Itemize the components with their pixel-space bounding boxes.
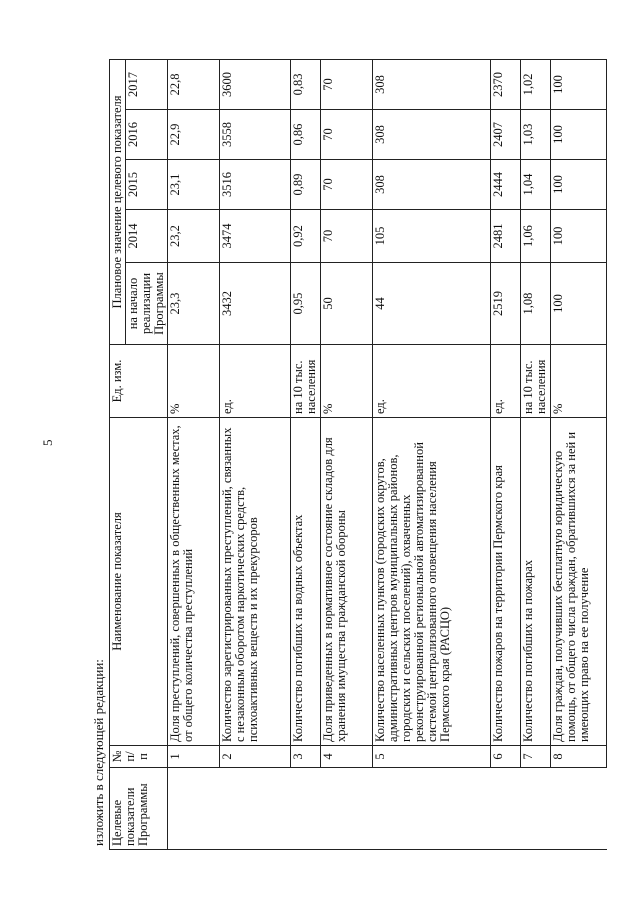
start-value: 44 (373, 263, 491, 345)
start-value: 0,95 (291, 263, 321, 345)
start-value: 2519 (491, 263, 521, 345)
side-cell (521, 768, 551, 850)
row-number: 3 (291, 746, 321, 768)
indicator-name: Доля преступлений, совершенных в общественных местах, от общего количества преступлений (168, 418, 220, 746)
year-value: 1,06 (521, 210, 551, 263)
start-value: 100 (551, 263, 607, 345)
year-value: 2444 (491, 160, 521, 210)
year-value: 100 (551, 210, 607, 263)
page-number: 5 (40, 439, 55, 446)
indicator-name: Количество зарегистрированных преступлений, связанных с незаконным оборотом наркотических средств, психоактивных веществ и их прекурсоров (220, 418, 291, 746)
header-year: 2014 (126, 210, 168, 263)
year-value: 100 (551, 59, 607, 109)
unit-cell: на 10 тыс. населения (521, 345, 551, 418)
intro-text: изложить в следующей редакции: (91, 659, 106, 846)
start-value: 1,08 (521, 263, 551, 345)
side-cell (168, 768, 220, 850)
indicator-name: Доля граждан, получивших бесплатную юридическую помощь, от общего числа граждан, обратившихся за ней и имеющих право на ее получение (551, 418, 607, 746)
header-unit: Ед. изм. (110, 345, 168, 418)
year-value: 1,04 (521, 160, 551, 210)
indicator-name: Количество населенных пунктов (городских округов, административных центров муниципальных районов, городских и сельских поселений), охваченных реконструированной региональной автоматизированной системой централизованного оповещения населения Пермского края (РАСЦО) (373, 418, 491, 746)
year-value: 70 (321, 59, 373, 109)
header-year: 2016 (126, 110, 168, 160)
row-number: 7 (521, 746, 551, 768)
header-year: 2015 (126, 160, 168, 210)
row-number: 4 (321, 746, 373, 768)
header-no: № п/п (110, 746, 168, 768)
year-value: 105 (373, 210, 491, 263)
year-value: 3600 (220, 59, 291, 109)
table-row (551, 59, 607, 849)
row-number: 1 (168, 746, 220, 768)
year-value: 22,8 (168, 59, 220, 109)
year-value: 308 (373, 110, 491, 160)
table-row (321, 59, 373, 849)
header-year: 2017 (126, 59, 168, 109)
table-row (373, 59, 491, 849)
year-value: 2407 (491, 110, 521, 160)
table-row (220, 59, 291, 849)
side-cell (373, 768, 491, 850)
indicator-name: Количество погибших на водных объектах (291, 418, 321, 746)
unit-cell: на 10 тыс. населения (291, 345, 321, 418)
year-value: 1,03 (521, 110, 551, 160)
year-value: 3516 (220, 160, 291, 210)
row-number: 5 (373, 746, 491, 768)
unit-cell: % (551, 345, 607, 418)
year-value: 70 (321, 210, 373, 263)
year-value: 23,2 (168, 210, 220, 263)
header-start: на начало реализации Программы (126, 263, 168, 345)
side-cell (291, 768, 321, 850)
year-value: 2481 (491, 210, 521, 263)
side-cell (321, 768, 373, 850)
year-value: 3558 (220, 110, 291, 160)
start-value: 50 (321, 263, 373, 345)
table-row (168, 59, 220, 849)
year-value: 0,86 (291, 110, 321, 160)
unit-cell: ед. (220, 345, 291, 418)
year-value: 100 (551, 110, 607, 160)
unit-cell: % (321, 345, 373, 418)
unit-cell: % (168, 345, 220, 418)
header-name: Наименование показателя (110, 418, 168, 746)
table-body (168, 59, 607, 849)
table-row (491, 59, 521, 849)
year-value: 70 (321, 110, 373, 160)
year-value: 70 (321, 160, 373, 210)
indicator-name: Количество погибших на пожарах (521, 418, 551, 746)
year-value: 0,89 (291, 160, 321, 210)
indicator-name: Количество пожаров на территории Пермского края (491, 418, 521, 746)
year-value: 308 (373, 160, 491, 210)
year-value: 22,9 (168, 110, 220, 160)
side-cell (491, 768, 521, 850)
side-cell (220, 768, 291, 850)
year-value: 1,02 (521, 59, 551, 109)
unit-cell: ед. (491, 345, 521, 418)
indicators-table (109, 59, 607, 850)
header-planned: Плановое значение целевого показателя (110, 59, 126, 344)
side-cell (551, 768, 607, 850)
rotated-content (88, 60, 607, 850)
year-value: 3474 (220, 210, 291, 263)
year-value: 0,83 (291, 59, 321, 109)
year-value: 2370 (491, 59, 521, 109)
indicator-name: Доля приведенных в нормативное состояние складов для хранения имущества гражданской обороны (321, 418, 373, 746)
table-row (521, 59, 551, 849)
year-value: 0,92 (291, 210, 321, 263)
unit-cell: ед. (373, 345, 491, 418)
row-number: 8 (551, 746, 607, 768)
start-value: 23,3 (168, 263, 220, 345)
table-row (291, 59, 321, 849)
row-number: 6 (491, 746, 521, 768)
side-label: Целевые показатели Программы (110, 768, 168, 850)
start-value: 3432 (220, 263, 291, 345)
year-value: 100 (551, 160, 607, 210)
year-value: 23,1 (168, 160, 220, 210)
year-value: 308 (373, 59, 491, 109)
row-number: 2 (220, 746, 291, 768)
